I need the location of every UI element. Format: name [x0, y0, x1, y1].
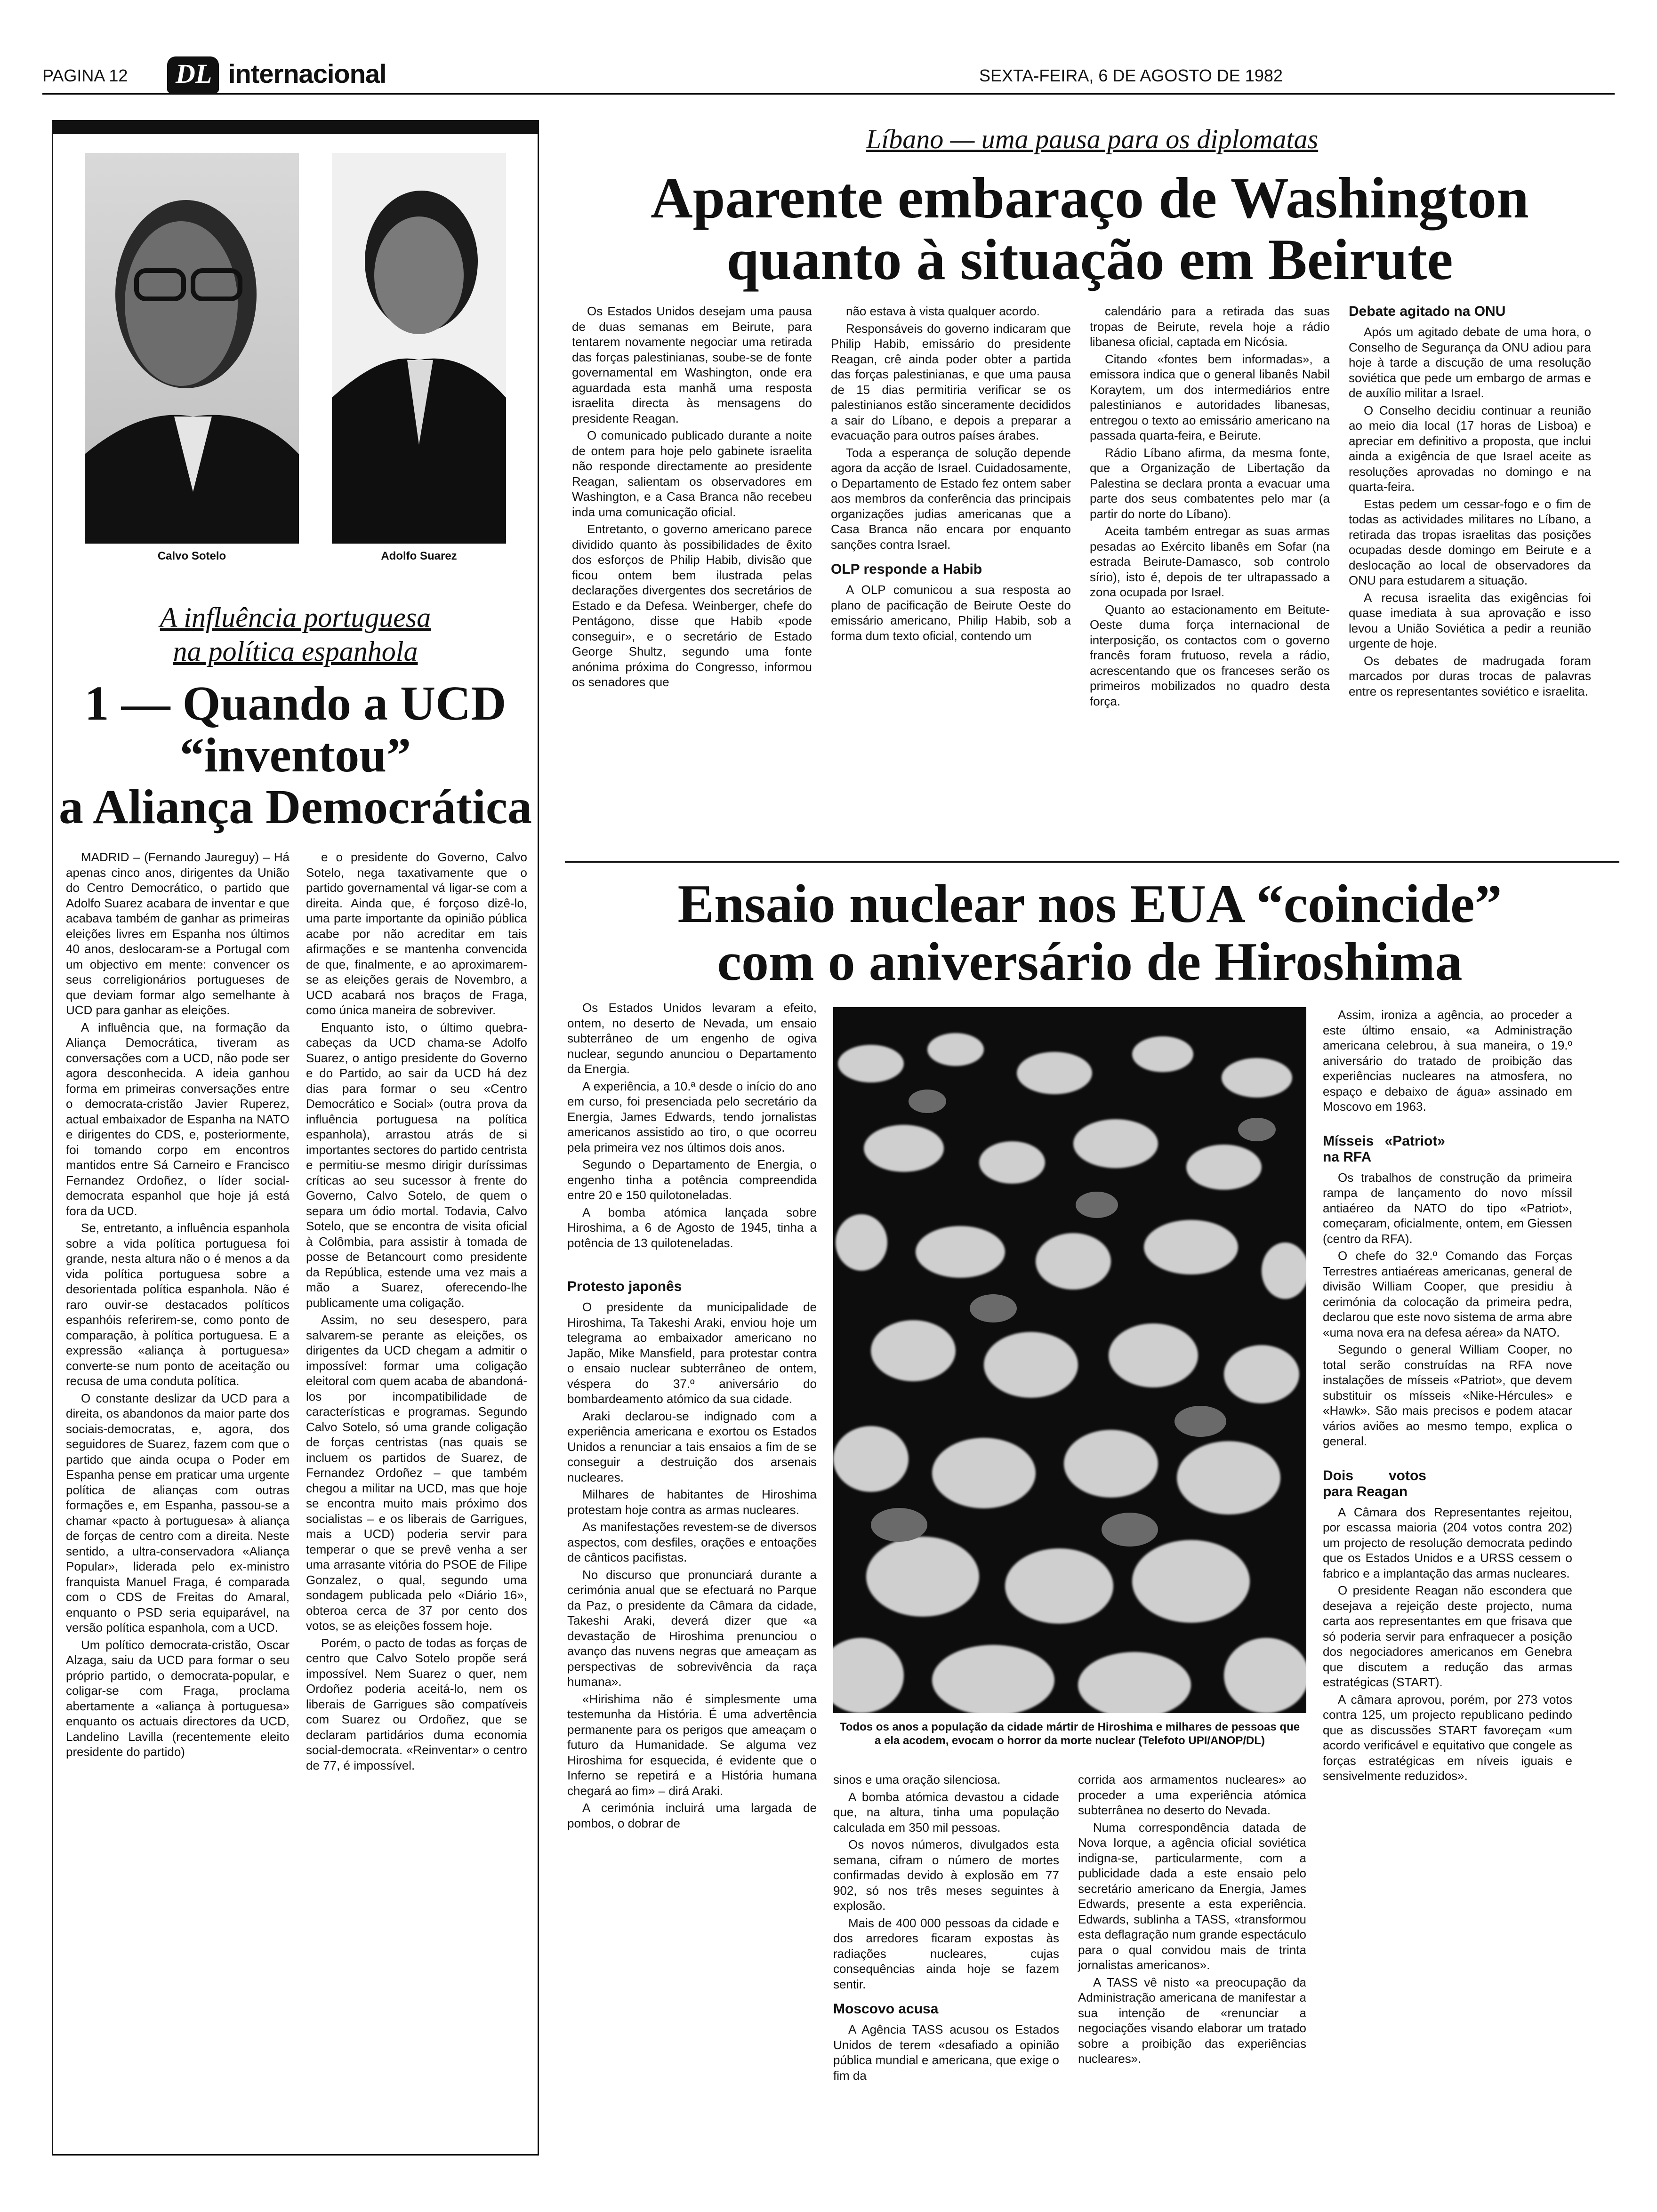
article-beirute-kicker: Líbano — uma pausa para os diplomatas — [866, 124, 1319, 154]
paragraph: A Agência TASS acusou os Estados Unidos de terem «desafiado a opinião pública mundial e americana, que exige o fim da — [833, 2022, 1059, 2083]
portrait-calvo-sotelo — [85, 153, 299, 544]
issue-date: SEXTA-FEIRA, 6 DE AGOSTO DE 1982 — [979, 66, 1283, 85]
section-title: internacional — [228, 59, 386, 88]
article-hiroshima-headline-line1: Ensaio nuclear nos EUA “coincide” — [677, 874, 1502, 934]
article-ucd-headline-line1: 1 — Quando a UCD — [84, 676, 507, 730]
paragraph: Quanto ao estacionamento em Beitute-Oeste duma força internacional de interposição, os contactos com o governo francês foram frutuoso, revela a rádio, acrescentando que os franceses serão os primeiros mobilizados no quadro desta força. — [1090, 602, 1330, 708]
paragraph: A bomba atómica lançada sobre Hiroshima, a 6 de Agosto de 1945, tinha a potência de 13 quiloteneladas. — [567, 1205, 817, 1250]
paragraph: «Hirishima não é simplesmente uma testemunha da História. É uma advertência permanente para os perigos que ameaçam o futuro da Humanidade. Se alguma vez Hiroshima for esquecida, é evidente que o Inferno se repetirá e a História humana chegará ao fim» – dirá Araki. — [567, 1691, 817, 1798]
subheading-olp: OLP responde a Habib — [831, 561, 982, 577]
paragraph: O Conselho decidiu continuar a reunião ao meio dia local (17 horas de Lisboa) e apreciar em definitivo a proposta, que inclui ainda a exigência de que Israel aceite as resoluções aprovadas no domingo e na quarta-feira. — [1349, 403, 1591, 494]
paragraph: Segundo o general William Cooper, no total serão construídas na RFA nove instalações de mísseis «Patriot», que devem substituir os mísseis «Nike-Hércules» e «Hawk». São mais precisos e podem atacar vários aviões ao mesmo tempo, explica o general. — [1323, 1342, 1572, 1448]
paragraph: Araki declarou-se indignado com a experiência americana e exortou os Estados Unidos a renunciar a tais ensaios a fim de se conseguir a destruição dos arsenais nucleares. — [567, 1409, 817, 1484]
article-ucd-headline-line2: “inventou” — [179, 728, 411, 783]
paragraph: O presidente Reagan não escondera que desejava a rejeição deste projecto, numa carta aos representantes em que frisava que só poderia servir para enfraquecer a posição dos negociadores americanos em Genebra que discutem a redução das armas estratégicas (START). — [1323, 1583, 1572, 1689]
paragraph: Milhares de habitantes de Hiroshima protestam hoje contra as armas nucleares. — [567, 1487, 817, 1517]
paragraph: Aceita também entregar as suas armas pesadas ao Exército libanês em Sofar (na estrada Beirute-Damasco, sob controlo sírio), isto é, depois de ter ultrapassado a zona ocupada por Israel. — [1090, 524, 1330, 599]
article-ucd-column-2 — [306, 850, 527, 1775]
subheading-misseis: Mísseis «Patriot» na RFA — [1323, 1133, 1445, 1165]
paragraph: Mais de 400 000 pessoas da cidade e dos arredores ficaram expostas às radiações nucleares, cujas consequências ainda hoje se fazem sentir. — [833, 1915, 1059, 1991]
paragraph: O constante deslizar da UCD para a direita, os abandonos da maior parte dos sociais-democratas, e, agora, dos seguidores de Suarez, fazem com que o partido que ainda ocupa o Poder em Espanha pense em praticar uma urgente política de alianças com outras formações e, em Espanha, passou-se a chamar «pacto à portuguesa» à aliança de forças de centro com a direita. Neste sentido, a ultra-conservadora «Aliança Popular», liderada pelo ex-ministro franquista Manuel Fraga, é comparada com o CDS de Freitas do Amaral, enquanto o PSD seria equiparável, na versão política espanhola, com a UCD. — [66, 1391, 290, 1635]
paragraph: A recusa israelita das exigências foi quase imediata à sua aprovação e isso levou a União Soviética a pedir a reunião urgente de hoje. — [1349, 590, 1591, 650]
paragraph: Assim, ironiza a agência, ao proceder a este último ensaio, «a Administração americana celebrou, à sua maneira, o 19.º aniversário do tratado de proibição das experiências nucleares na atmosfera, no espaço e debaixo de água» assinado em Moscovo em 1963. — [1323, 1008, 1572, 1114]
paragraph: A câmara aprovou, porém, por 273 votos contra 125, um projecto republicano pedindo que as discussões START favoreçam «um acordo verificável e equitativo que congele as forças estratégicas em níveis iguais e sensivelmente reduzidos». — [1323, 1692, 1572, 1783]
crowd-image — [833, 1007, 1306, 1713]
paragraph: Segundo o Departamento de Energia, o engenho tinha a potência compreendida entre 20 e 150 quilotoneladas. — [567, 1157, 817, 1202]
paragraph: Numa correspondência datada de Nova Iorque, a agência oficial soviética indigna-se, particularmente, com a publicidade dada a este ensaio pelo secretário americano da Energia, James Edwards, presente a esta experiência. Edwards, sublinha a TASS, «transformou esta deflagração num grande espectáculo para o qual convidou mais de trinta jornalistas americanos». — [1078, 1820, 1306, 1972]
paragraph: Toda a esperança de solução depende agora da acção de Israel. Cuidadosamente, o Departamento de Estado fez ontem saber aos membros da conferência das principais organizações judias americanas que a Casa Branca não encara por enquanto sanções contra Israel. — [831, 445, 1071, 552]
paragraph: A cerimónia incluirá uma largada de pombos, o dobrar de — [567, 1801, 817, 1830]
paragraph: A Câmara dos Representantes rejeitou, por escassa maioria (204 votos contra 202) um projecto de resolução democrata pedindo que os Estados Unidos e a URSS cessem o fabrico e a implantação das armas nucleares. — [1323, 1505, 1572, 1580]
paragraph: O comunicado publicado durante a noite de ontem para hoje pelo gabinete israelita não responde directamente ao presidente Reagan, salientam os observadores em Washington, e a Casa Branca não recebeu inda uma comunicação oficial. — [572, 428, 812, 519]
paragraph: A experiência, a 10.ª desde o início do ano em curso, foi presenciada pelo secretário da Energia, James Edwards, tendo jornalistas americanos assistido ao tiro, o que ocorreu pela primeira vez nos últimos dois anos. — [567, 1079, 817, 1154]
photo-adolfo-suarez — [332, 153, 506, 544]
paragraph: Rádio Líbano afirma, da mesma fonte, que a Organização de Libertação da Palestina se declara pronta a evacuar uma parte dos seus combatentes pelo mar (a partir do norte do Líbano). — [1090, 445, 1330, 521]
paragraph: sinos e uma oração silenciosa. — [833, 1772, 1001, 1787]
article-ucd-kicker-line2: na política espanhola — [173, 636, 418, 667]
paragraph: corrida aos armamentos nucleares» ao proceder a uma experiência atómica subterrânea no deserto do Nevada. — [1078, 1772, 1306, 1817]
paragraph: e o presidente do Governo, Calvo Sotelo, nega taxativamente que o partido governamental vá ligar-se com a direita. Ainda que, é forçoso dizê-lo, uma parte importante da opinião pública acabe por não acreditar em tais afirmações e se mantenha convencida de que, finalmente, e ao aproximarem-se as eleições gerais de Novembro, a UCD acabará nos braços de Fraga, como única maneira de sobreviver. — [306, 850, 527, 1017]
page-number: PAGINA 12 — [42, 66, 128, 85]
header-rule — [42, 93, 1615, 95]
photo-hiroshima-crowd — [833, 1007, 1306, 1713]
paragraph: Um político democrata-cristão, Oscar Alzaga, saiu da UCD para formar o seu próprio partido, o democrata-popular, e coligar-se com Fraga, proclama abertamente a «aliança à portuguesa» enquanto os actuais directores da UCD, Landelino Lavilla (recentemente eleito presidente do partido) — [66, 1637, 290, 1759]
article-ucd-headline-line3: a Aliança Democrática — [58, 780, 532, 834]
paragraph: No discurso que pronunciará durante a cerimónia anual que se efectuará no Parque da Paz, o presidente da Câmara da cidade, Takeshi Araki, deverá dizer que «a devastação de Hiroshima prenunciou o avanço das nuvens negras que ameaçam as perspectivas de sobrevivência da raça humana». — [567, 1567, 817, 1689]
subheading-onu: Debate agitado na ONU — [1349, 304, 1506, 319]
paragraph: O presidente da municipalidade de Hiroshima, Ta Takeshi Araki, enviou hoje um telegrama ao embaixador americano no Japão, Mike Mansfield, para protestar contra o ensaio nuclear subterrâneo de ontem, véspera do 37.º aniversário do bombardeamento atómico da sua cidade. — [567, 1300, 817, 1406]
subheading-protesto: Protesto japonês — [567, 1279, 682, 1294]
paragraph: Estas pedem um cessar-fogo e o fim de todas as actividades militares no Líbano, a retirada das tropas israelitas das posições ocupadas desde domingo em Beirute e a deslocação ao local de observadores da ONU para estudarem a situação. — [1349, 497, 1591, 587]
subheading-moscovo: Moscovo acusa — [833, 2001, 939, 2017]
article-ucd-column-1 — [66, 850, 290, 1762]
article-hiroshima-column-3 — [1078, 1772, 1306, 2068]
portrait-adolfo-suarez — [332, 153, 506, 544]
paragraph: Após um agitado debate de uma hora, o Conselho de Segurança da ONU adiou para hoje à tarde a discução de uma resolução soviética que pede um embargo de armas e de auxílio militar a Israel. — [1349, 325, 1591, 400]
paragraph: Se, entretanto, a influência espanhola sobre a vida política portuguesa foi grande, nesta altura não o é menos a da vida política portuguesa sobre a desorientada política espanhola. Não é raro ouvir-se destacados políticos espanhóis referirem-se, como ponto de comparação, à política portuguesa. E a expressão «aliança à portuguesa» converte-se num ponto de aceitação ou recusa de uma conduta política. — [66, 1221, 290, 1388]
paragraph: Porém, o pacto de todas as forças de centro que Calvo Sotelo propõe será impossível. Nem Suarez o quer, nem Ordoñez poderia aceitá-lo, nem os liberais de Garrigues são compatíveis com Suarez ou Ordoñez, que se declaram partidários duma economia social-democrata. «Reinventar» o centro de 77, é impossível. — [306, 1635, 527, 1772]
article-beirute-column-1 — [572, 304, 812, 692]
article-beirute-headline-line1: Aparente embaraço de Washington — [651, 166, 1529, 230]
article-hiroshima-column-1 — [567, 1000, 817, 1833]
paragraph: As manifestações revestem-se de diversos aspectos, com desfiles, orações e entoações de cânticos pacifistas. — [567, 1520, 817, 1564]
article-ucd-top-bar — [52, 120, 539, 134]
paragraph: A influência que, na formação da Aliança Democrática, tiveram as conversações com a UCD, não pode ser agora desconhecida. A ideia ganhou forma em primeiras conversações entre o democrata-cristão Javier Ruperez, actual embaixador de Espanha na NATO e dirigentes do CDS, e, posteriormente, foi tomando corpo em encontros mantidos entre Sá Carneiro e Francisco Fernandez Ordoñez, o líder social-democrata espanhol que hoje já está fora da UCD. — [66, 1020, 290, 1218]
subheading-votos: Dois votos para Reagan — [1323, 1467, 1426, 1499]
paragraph: O chefe do 32.º Comando das Forças Terrestres antiaéreas americanas, general de divisão William Cooper, que presidiu à cerimónia da colocação da primeira pedra, declarou que este novo sistema de arma abre «uma nova era na defesa aérea» da NATO. — [1323, 1249, 1572, 1339]
paragraph: não estava à vista qualquer acordo. — [846, 304, 1040, 318]
article-ucd-kicker-line1: A influência portuguesa — [160, 602, 431, 633]
article-hiroshima-headline — [560, 875, 1619, 991]
article-separator — [565, 861, 1619, 863]
paragraph: Assim, no seu desespero, para salvarem-se perante as eleições, os dirigentes da UCD chegam a admitir o impossível: formar uma coligação eleitoral com quem acaba de abandoná-los por incompatibilidade de características e programas. Segundo Calvo Sotelo, só uma grande coligação de forças centristas (nas quais se incluem os partidos de Suarez, de Fernandez Ordoñez – que também chegou a militar na UCD, mas que hoje se encontra muito mais próximo dos socialistas – e os liberais de Garrigues, mais a UCD) poderia servir para temperar o que se prevê venha a ser uma arrasante vitória do PSOE de Filipe Gonzalez, o qual, segundo uma sondagem publicada pelo «Diário 16», obteroa cerca de 37 por cento dos votos, se as eleições fossem hoje. — [306, 1313, 527, 1633]
caption-hiroshima-photo: Todos os anos a população da cidade mártir de Hiroshima e milhares de pessoas que a ela acodem, evocam o horror da morte nuclear (Telefoto UPI/ANOP/DL) — [839, 1721, 1300, 1747]
newspaper-logo: DL — [167, 56, 219, 93]
paragraph: Os novos números, divulgados esta semana, cifram o número de mortes confirmadas devido à explosão em 77 902, só nos três meses seguintes à explosão. — [833, 1837, 1059, 1913]
paragraph: Os debates de madrugada foram marcados por duras trocas de palavras entre os representantes soviético e israelita. — [1349, 653, 1591, 698]
photo-calvo-sotelo — [85, 153, 299, 544]
paragraph: Os trabalhos de construção da primeira rampa de lançamento do novo míssil antiaéreo da NATO do tipo «Patriot», começaram, oficialmente, ontem, em Giessen (centro da RFA). — [1323, 1170, 1572, 1246]
paragraph: A OLP comunicou a sua resposta ao plano de pacificação de Beirute Oeste do emissário americano, Philip Habib, sob a forma dum texto oficial, contendo um — [831, 583, 1071, 643]
article-beirute-column-3 — [1090, 304, 1330, 711]
page-header — [42, 56, 1610, 94]
article-beirute-headline — [560, 167, 1619, 291]
paragraph: Os Estados Unidos desejam uma pausa de duas semanas em Beirute, para tentarem novamente negociar uma retirada das forças palestinianas, soube-se de fonte governamental em Washington, onde era aguardada esta manhã uma resposta israelita directa às mensagens do presidente Reagan. — [572, 304, 812, 425]
article-beirute-column-2 — [831, 304, 1071, 645]
paragraph: Entretanto, o governo americano parece dividido quanto às possibilidades de êxito dos esforços de Philip Habib, divisão que ficou ontem bem ilustrada pelas declarações divergentes dos secretários de Estado e da Defesa. Weinberger, chefe do Pentágono, disse que Habib «pode conseguir», e o secretário de Estado George Shultz, segundo uma fonte anónima próxima do Congresso, informou os senadores que — [572, 522, 812, 689]
paragraph: calendário para a retirada das suas tropas de Beirute, revela hoje a rádio libanesa oficial, captada em Nicósia. — [1090, 304, 1330, 349]
paragraph: MADRID – (Fernando Jaureguy) – Há apenas cinco anos, dirigentes da União do Centro Democrático, o partido que Adolfo Suarez acabara de inventar e que acabava também de ganhar as primeiras eleições livres em Espanha nos últimos 40 anos, deslocaram-se a Portugal com um objectivo em mente: convencer os seus correligionários portugueses de que deviam formar algo semelhante à UCD para ganhar as eleições. — [66, 850, 290, 1017]
paragraph: A bomba atómica devastou a cidade que, na altura, tinha uma população calculada em 350 mil pessoas. — [833, 1789, 1059, 1835]
paragraph: Os Estados Unidos levaram a efeito, ontem, no deserto de Nevada, um ensaio subterrâneo de um engenho de ogiva nuclear, segundo anunciou o Departamento da Energia. — [567, 1001, 817, 1076]
article-hiroshima-column-4 — [1323, 1007, 1572, 1786]
paragraph: Enquanto isto, o último quebra-cabeças da UCD chama-se Adolfo Suarez, o antigo presidente do Governo e do Partido, ao sair da UCD há dez dias para formar o seu «Centro Democrático e Social» (outra prova da influência portuguesa na política espanhola), arrastou atrás de si importantes sectores do partido centrista e permitiu-se mesmo dirigir duríssimas críticas ao seu sucessor à frente do Governo, Calvo Sotelo, de quem o separa um ódio mortal. Todavia, Calvo Sotelo, que se encontra de visita oficial à Colômbia, para assistir à tomada de posse de Betancourt como presidente da República, estende uma vez mais a mão a Suarez, oferecendo-lhe publicamente uma coligação. — [306, 1020, 527, 1310]
article-beirute-column-4 — [1349, 304, 1591, 701]
caption-adolfo-suarez: Adolfo Suarez — [381, 550, 457, 562]
article-ucd-headline — [56, 678, 534, 834]
caption-calvo-sotelo: Calvo Sotelo — [157, 550, 226, 562]
paragraph: Responsáveis do governo indicaram que Philip Habib, emissário do presidente Reagan, crê ainda poder obter a partida das forças palestinianas, e que uma pausa de 15 dias permitiria verificar se os palestinianos estão sinceramente decididos a sair do Líbano, e depois a preparar a evacuação para outros países árabes. — [831, 321, 1071, 442]
article-hiroshima-headline-line2: com o aniversário de Hiroshima — [717, 931, 1463, 992]
paragraph: Citando «fontes bem informadas», a emissora indica que o general libanês Nabil Koraytem, um dos intermediários entre palestinianos e autoridades libanesas, entregou o texto ao emissário americano na passada quarta-feira, e Beirute. — [1090, 352, 1330, 442]
article-beirute-headline-line2: quanto à situação em Beirute — [726, 227, 1453, 292]
article-hiroshima-column-2 — [833, 1772, 1059, 2085]
paragraph: A TASS vê nisto «a preocupação da Administração americana de manifestar a sua intenção de «renunciar a negociações visando elaborar um tratado sobre a proibição das experiências nucleares». — [1078, 1975, 1306, 2066]
